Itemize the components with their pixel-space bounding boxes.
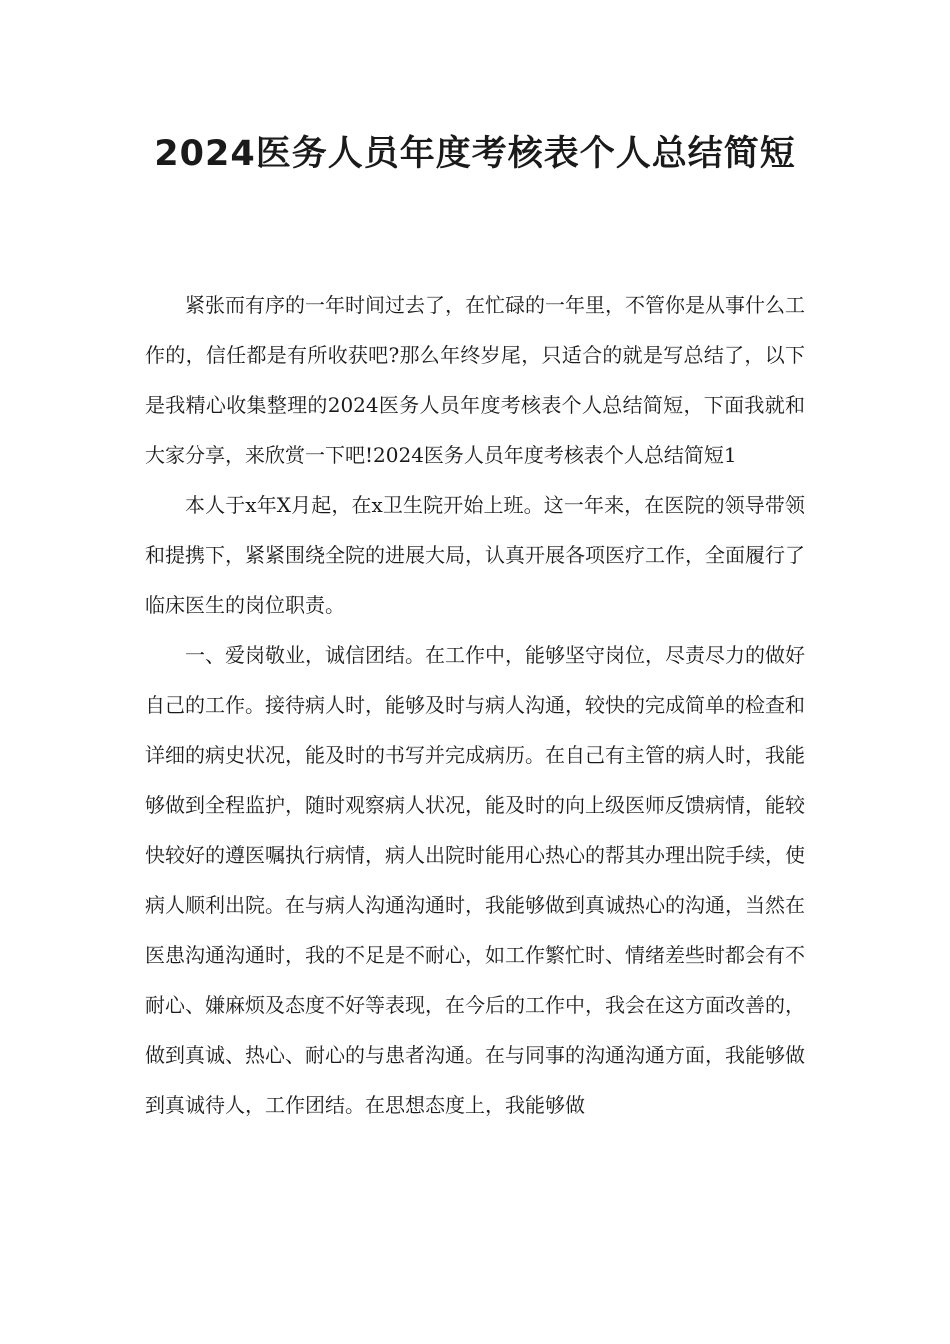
- paragraph-section-one: 一、爱岗敬业，诚信团结。在工作中，能够坚守岗位，尽责尽力的做好自己的工作。接待病人时，能够及时与病人沟通，较快的完成简单的检查和详细的病史状况，能及时的书写并完成病历。在自己有主管的病人时，我能够做到全程监护，随时观察病人状况，能及时的向上级医师反馈病情，能较快较好的遵医嘱执行病情，病人出院时能用心热心的帮其办理出院手续，使病人顺利出院。在与病人沟通沟通时，我能够做到真诚热心的沟通，当然在医患沟通沟通时，我的不足是不耐心，如工作繁忙时、情绪差些时都会有不耐心、嫌麻烦及态度不好等表现，在今后的工作中，我会在这方面改善的，做到真诚、热心、耐心的与患者沟通。在与同事的沟通沟通方面，我能够做到真诚待人，工作团结。在思想态度上，我能够做: [145, 643, 805, 1117]
- paragraph-intro: 紧张而有序的一年时间过去了，在忙碌的一年里，不管你是从事什么工作的，信任都是有所收获吧?那么年终岁尾，只适合的就是写总结了，以下是我精心收集整理的2024医务人员年度考核表个人总结简短，下面我就和大家分享，来欣赏一下吧!2024医务人员年度考核表个人总结简短1: [145, 293, 805, 467]
- document-title: 2024医务人员年度考核表个人总结简短: [154, 134, 796, 174]
- paragraph-background: 本人于x年X月起，在x卫生院开始上班。这一年来，在医院的领导带领和提携下，紧紧围绕全院的进展大局，认真开展各项医疗工作，全面履行了临床医生的岗位职责。: [145, 493, 805, 617]
- document-body: [145, 280, 805, 1130]
